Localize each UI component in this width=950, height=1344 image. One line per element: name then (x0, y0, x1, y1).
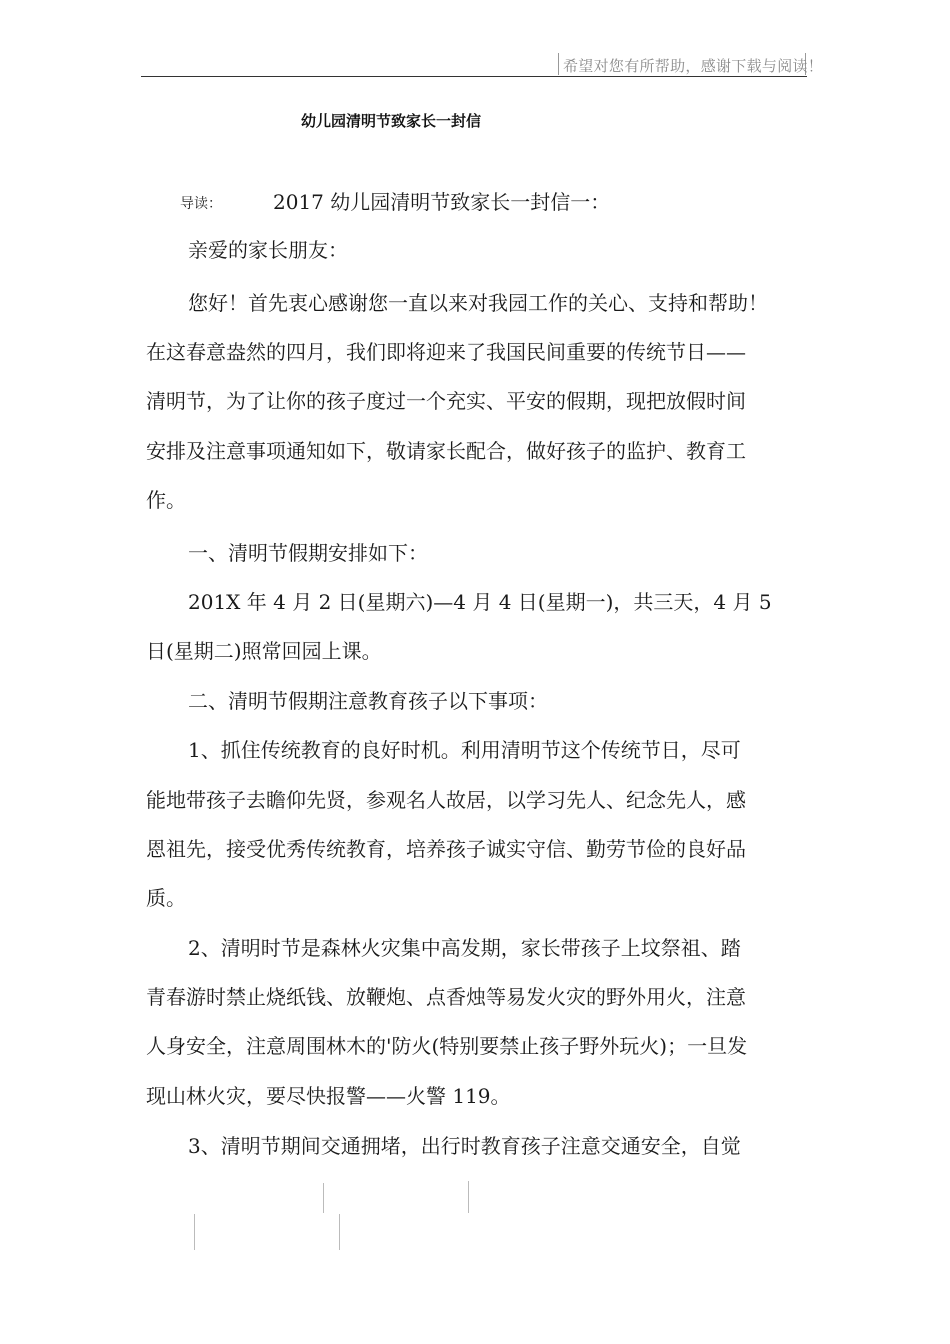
header-rule (141, 76, 807, 77)
paragraph-line: 1、抓住传统教育的良好时机。利用清明节这个传统节日，尽可 (188, 738, 741, 762)
guide-label: 导读： (180, 196, 222, 212)
paragraph-line: 青春游时禁止烧纸钱、放鞭炮、点香烛等易发火灾的野外用火，注意 (146, 985, 746, 1009)
paragraph-line: 201X 年 4 月 2 日(星期六)—4 月 4 日(星期一)，共三天，4 月 5 (188, 590, 772, 614)
paragraph-line: 在这春意盎然的四月，我们即将迎来了我国民间重要的传统节日—— (146, 340, 746, 364)
paragraph-line: 作。 (146, 488, 186, 512)
paragraph-line: 质。 (146, 886, 186, 910)
paragraph-line: 3、清明节期间交通拥堵，出行时教育孩子注意交通安全，自觉 (188, 1134, 741, 1158)
section-heading: 一、清明节假期安排如下： (188, 541, 428, 565)
paragraph-line: 清明节，为了让你的孩子度过一个充实、平安的假期，现把放假时间 (146, 389, 746, 413)
salutation: 亲爱的家长朋友： (188, 238, 348, 262)
paragraph-line: 日(星期二)照常回园上课。 (146, 639, 382, 663)
paragraph-line: 2、清明时节是森林火灾集中高发期，家长带孩子上坟祭祖、踏 (188, 936, 741, 960)
paragraph-line: 您好！首先衷心感谢您一直以来对我园工作的关心、支持和帮助！ (188, 291, 768, 315)
header-banner: 希望对您有所帮助，感谢下载与阅读！ (563, 57, 824, 75)
decorative-divider (339, 1214, 340, 1250)
document-title: 幼儿园清明节致家长一封信 (301, 112, 482, 130)
decorative-divider (468, 1181, 469, 1213)
paragraph-line: 能地带孩子去瞻仰先贤，参观名人故居，以学习先人、纪念先人，感 (146, 788, 746, 812)
paragraph-line: 安排及注意事项通知如下，敬请家长配合，做好孩子的监护、教育工 (146, 439, 746, 463)
decorative-divider (323, 1183, 324, 1213)
decorative-divider (194, 1214, 195, 1250)
paragraph-line: 现山林火灾，要尽快报警——火警 119。 (146, 1084, 511, 1108)
paragraph-line: 人身安全，注意周围林木的'防火(特别要禁止孩子野外玩火)；一旦发 (146, 1034, 748, 1058)
guide-text: 2017 幼儿园清明节致家长一封信一： (273, 190, 611, 214)
paragraph-line: 恩祖先，接受优秀传统教育，培养孩子诚实守信、勤劳节俭的良好品 (146, 837, 746, 861)
section-heading: 二、清明节假期注意教育孩子以下事项： (188, 689, 548, 713)
